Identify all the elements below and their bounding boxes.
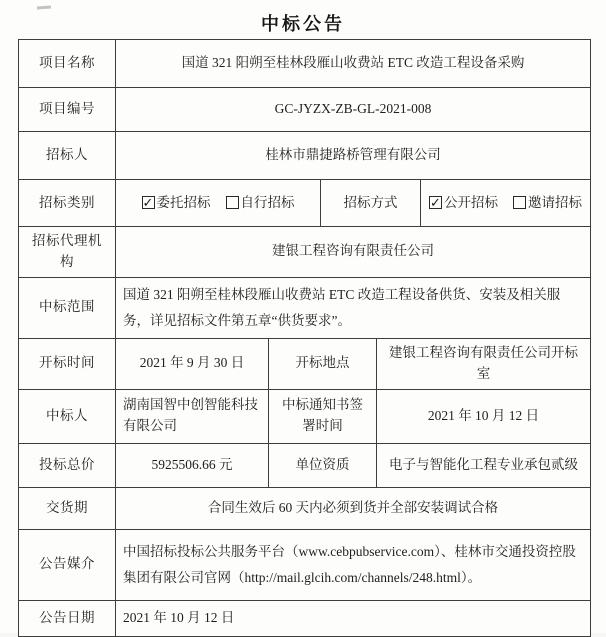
award-scope-label: 中标范围: [39, 299, 95, 315]
option-label: 公开招标: [444, 194, 498, 210]
row-project-number: [19, 87, 590, 131]
delivery-period-value: 合同生效后 60 天内必须到货并全部安装调试合格: [115, 488, 590, 529]
announcement-media-label: 公告媒介: [39, 556, 95, 572]
option-entrusted-tender: [142, 193, 211, 214]
notice-sign-time-value: 2021 年 10 月 12 日: [376, 390, 590, 443]
bid-opening-time-label: 开标时间: [39, 355, 95, 371]
bid-opening-place-label: 开标地点: [268, 339, 376, 389]
option-label: 自行招标: [240, 194, 295, 210]
announcement-media-value: 中国招标投标公共服务平台（www.cebpubservice.com）、桂林市交通投资控股集团有限公司官网（http://mail.glcih.com/channels/248.html）。: [115, 530, 590, 600]
option-label: 邀请招标: [528, 194, 582, 210]
tender-category-label: 招标类别: [39, 194, 95, 210]
option-label: 委托招标: [156, 194, 211, 210]
scan-artifact: [37, 6, 51, 10]
project-name-value: 国道 321 阳朔至桂林段雁山收费站 ETC 改造工程设备采购: [115, 40, 590, 87]
winner-value: 湖南国智中创智能科技有限公司: [115, 390, 268, 443]
row-project-name: [19, 40, 590, 87]
checkbox-checked-icon: [429, 196, 442, 209]
row-agency: [19, 226, 590, 277]
row-award-scope: [19, 277, 590, 338]
checkbox-checked-icon: [142, 196, 155, 209]
award-announcement-table: [18, 39, 591, 637]
total-bid-price-label: 投标总价: [39, 456, 95, 472]
checkbox-unchecked-icon: [226, 196, 239, 209]
option-self-tender: [226, 193, 295, 214]
announcement-date-label: 公告日期: [39, 609, 95, 625]
winner-label: 中标人: [46, 407, 88, 423]
announcement-date-value: 2021 年 10 月 12 日: [115, 601, 590, 636]
row-bid-price: [19, 443, 590, 487]
award-scope-value: 国道 321 阳朔至桂林段雁山收费站 ETC 改造工程设备供货、安装及相关服务，详见招标文件第五章“供货要求”。: [115, 278, 590, 338]
option-invited-tender: [513, 193, 582, 214]
tender-category-options: [115, 180, 320, 226]
bid-opening-place-value: 建银工程咨询有限责任公司开标室: [376, 339, 590, 389]
row-bid-opening: [19, 338, 590, 389]
row-winner: [19, 389, 590, 443]
notice-sign-time-label: 中标通知书签署时间: [268, 390, 376, 443]
row-tender-category: [19, 179, 590, 226]
qualification-value: 电子与智能化工程专业承包贰级: [376, 444, 590, 487]
page-title: 中标公告: [261, 14, 345, 34]
tender-method-options: [420, 180, 590, 226]
checkbox-unchecked-icon: [513, 196, 526, 209]
delivery-period-label: 交货期: [46, 499, 88, 515]
option-open-tender: [429, 193, 498, 214]
row-tenderer: [19, 131, 590, 179]
project-name-label: 项目名称: [39, 55, 95, 71]
row-announcement-date: [19, 600, 590, 636]
tenderer-value: 桂林市鼎捷路桥管理有限公司: [115, 132, 590, 179]
row-delivery-period: [19, 487, 590, 529]
agency-value: 建银工程咨询有限责任公司: [115, 227, 590, 277]
tender-method-label: 招标方式: [320, 180, 420, 226]
tenderer-label: 招标人: [46, 147, 88, 163]
project-number-value: GC-JYZX-ZB-GL-2021-008: [115, 88, 590, 131]
row-announcement-media: [19, 529, 590, 600]
total-bid-price-value: 5925506.66 元: [115, 444, 268, 487]
bid-opening-time-value: 2021 年 9 月 30 日: [115, 339, 268, 389]
project-number-label: 项目编号: [39, 101, 95, 117]
qualification-label: 单位资质: [268, 444, 376, 487]
agency-label: 招标代理机构: [32, 233, 102, 269]
